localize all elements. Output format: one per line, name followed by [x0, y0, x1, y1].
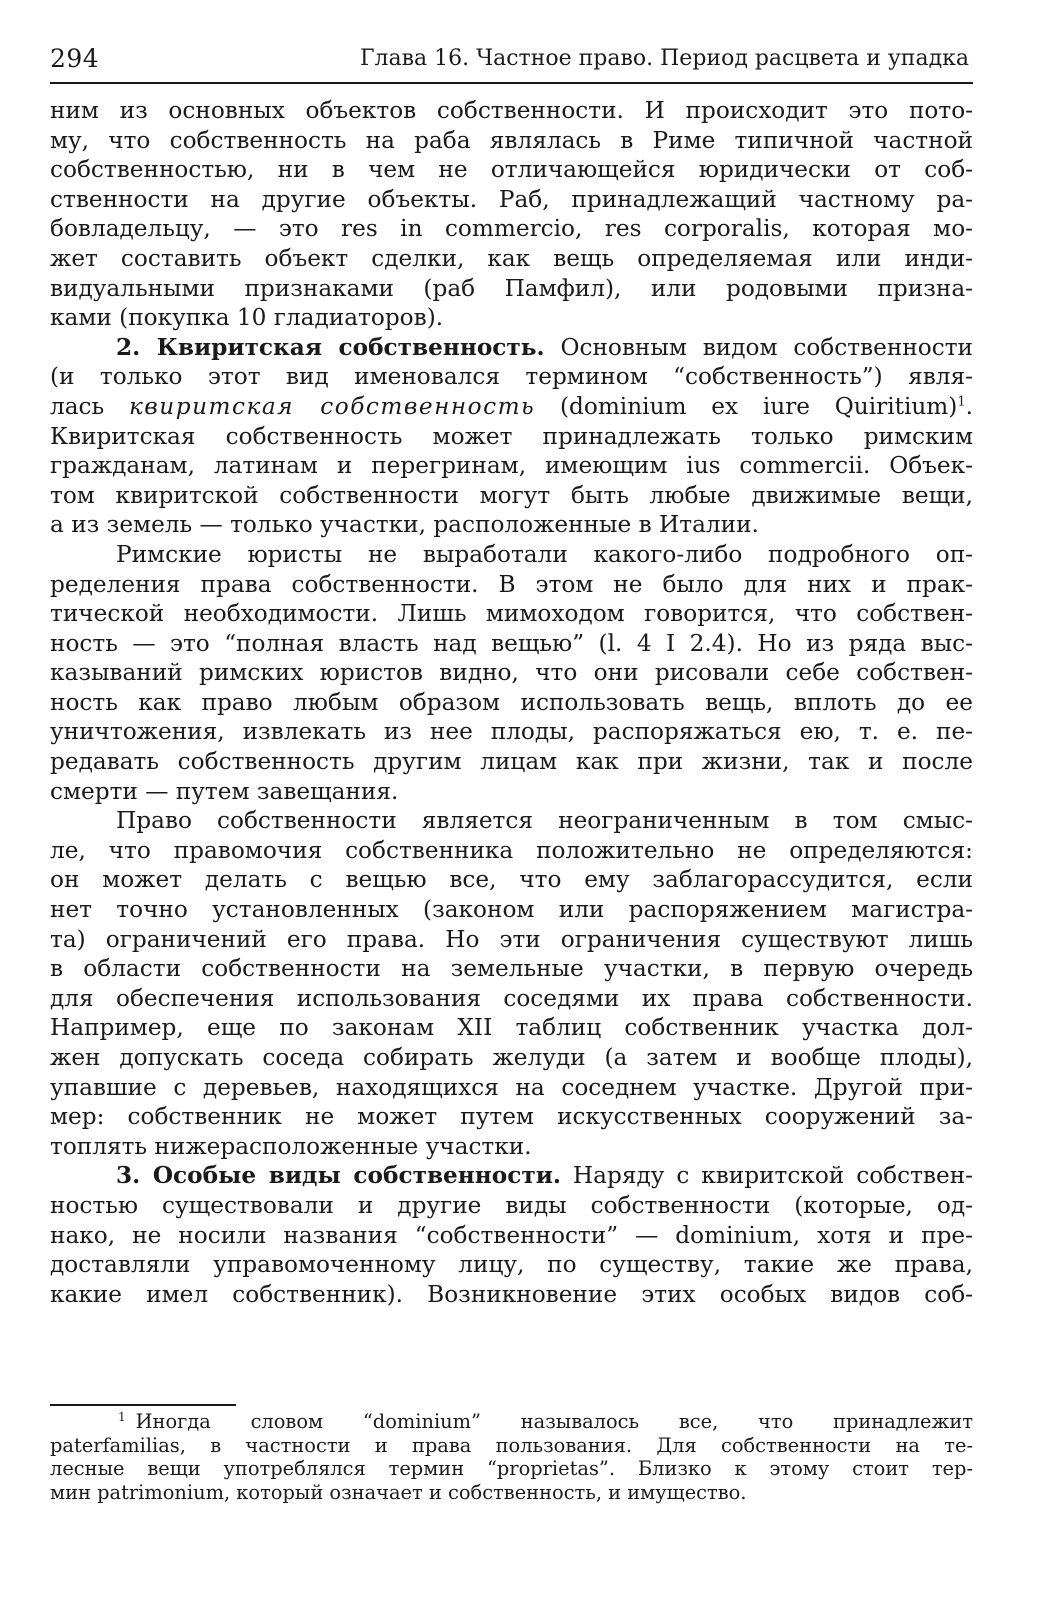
text-line: Римские юристы не выработали какого-либо подробного оп- — [116, 540, 973, 568]
text-line-with-term — [50, 392, 973, 422]
text-line: ле, что правомочия собственника положительно не определяются: — [50, 836, 973, 864]
text-line: казываний римских юристов видно, что они рисовали себе собствен- — [50, 659, 973, 687]
section-3-heading: 3. Особые виды собственности. — [116, 1162, 561, 1190]
footnote-line: paterfamilias, в частности и права пользования. Для собственности на те- — [50, 1433, 973, 1457]
text-line: гражданам, латинам и перегринам, имеющим ius commercii. Объек- — [50, 452, 973, 480]
footnote — [50, 1410, 973, 1504]
section-2-first-line — [50, 333, 973, 363]
text-line: для обеспечения использования соседями их права собственности. — [50, 984, 973, 1012]
footnote-reference[interactable]: 1 — [957, 394, 966, 410]
emphasized-term: квиритская собственность — [128, 392, 536, 420]
text-run: Наряду с квиритской собствен- — [560, 1162, 973, 1190]
text-line: а из земель — только участки, расположенные в Италии. — [50, 511, 759, 539]
running-title: Глава 16. Частное право. Период расцвета и упадка — [359, 46, 969, 71]
text-line: (и только этот вид именовался термином “собственность”) явля- — [50, 363, 973, 391]
text-line: та) ограничений его права. Но эти ограничения существуют лишь — [50, 925, 973, 953]
text-line: жен допускать соседа собирать желуди (а затем и вообще плоды), — [50, 1044, 973, 1071]
footnote-marker: 1 — [118, 1410, 126, 1424]
text-run: (dominium ex iure Quiritium) — [535, 392, 958, 420]
main-text — [50, 96, 973, 1309]
text-line: Право собственности является неограниченным в том смыс- — [116, 807, 973, 835]
text-line: редавать собственность другим лицам как при жизни, так и после — [50, 748, 973, 776]
text-line: смерти — путем завещания. — [50, 777, 399, 805]
page-number: 294 — [50, 44, 100, 73]
footnote-line: мин patrimonium, который означает и собственность, и имущество. — [50, 1480, 747, 1504]
text-line: мер: собственник не может путем искусственных сооружений за- — [50, 1103, 973, 1131]
text-line: собственностью, ни в чем не отличающейся юридически от соб- — [50, 156, 973, 184]
section-2-heading: 2. Квиритская собственность. — [116, 333, 545, 361]
footnote-line — [50, 1410, 973, 1434]
text-line: ственности на другие объекты. Раб, принадлежащий частному ра- — [50, 185, 973, 213]
text-line: Квиритская собственность может принадлежать только римским — [50, 422, 973, 450]
text-line: жет составить объект сделки, как вещь определяемая или инди- — [50, 244, 973, 272]
text-run: . — [965, 392, 973, 420]
page-header — [50, 42, 973, 84]
text-line: том квиритской собственности могут быть любые движимые вещи, — [50, 481, 973, 509]
text-line: му, что собственность на раба являлась в Риме типичной частной — [50, 126, 973, 154]
text-line: ним из основных объектов собственности. И происходит это пото- — [50, 97, 973, 124]
text-line: уничтожения, извлекать из нее плоды, распоряжаться ею, т. е. пе- — [50, 718, 973, 746]
text-line: ками (покупка 10 гладиаторов). — [50, 304, 444, 332]
section-3-first-line — [50, 1161, 973, 1191]
text-line: упавшие с деревьев, находящихся на соседнем участке. Другой при- — [50, 1073, 973, 1101]
text-line: ность — это “полная власть над вещью” (l. 4 I 2.4). Но из ряда выс- — [50, 629, 973, 657]
text-line: ределения права собственности. В этом не было для них и прак- — [50, 570, 973, 598]
text-line: какие имел собственник). Возникновение этих особых видов соб- — [50, 1280, 973, 1308]
text-line: ность как право любым образом использовать вещь, вплоть до ее — [50, 688, 973, 716]
text-line: бовладельцу, — это res in commercio, res corporalis, которая мо- — [50, 215, 973, 243]
text-line: он может делать с вещью все, что ему заблагорассудится, если — [50, 866, 973, 894]
text-line: в области собственности на земельные участки, в первую очередь — [50, 955, 973, 983]
footnote-line: лесные вещи употреблялся термин “proprietas”. Близко к этому стоит тер- — [50, 1457, 973, 1481]
footnote-divider — [50, 1404, 236, 1406]
text-line: видуальными признаками (раб Памфил), или родовыми призна- — [50, 274, 973, 302]
text-line: нако, не носили названия “собственности” — dominium, хотя и пре- — [50, 1221, 973, 1249]
text-run: лась — [50, 392, 129, 420]
text-line: ностью существовали и другие виды собственности (которые, од- — [50, 1191, 973, 1219]
text-line: нет точно установленных (законом или распоряжением магистра- — [50, 896, 973, 924]
text-line: топлять нижерасположенные участки. — [50, 1132, 532, 1160]
text-line: Например, еще по законам XII таблиц собственник участка дол- — [50, 1014, 973, 1042]
text-run: Основным видом собственности — [544, 333, 973, 361]
text-line: доставляли управомоченному лицу, по существу, такие же права, — [50, 1251, 973, 1279]
text-line: тической необходимости. Лишь мимоходом говорится, что собствен- — [50, 600, 973, 628]
footnote-text: Иногда словом “dominium” называлось все, что принадлежит — [135, 1410, 973, 1433]
